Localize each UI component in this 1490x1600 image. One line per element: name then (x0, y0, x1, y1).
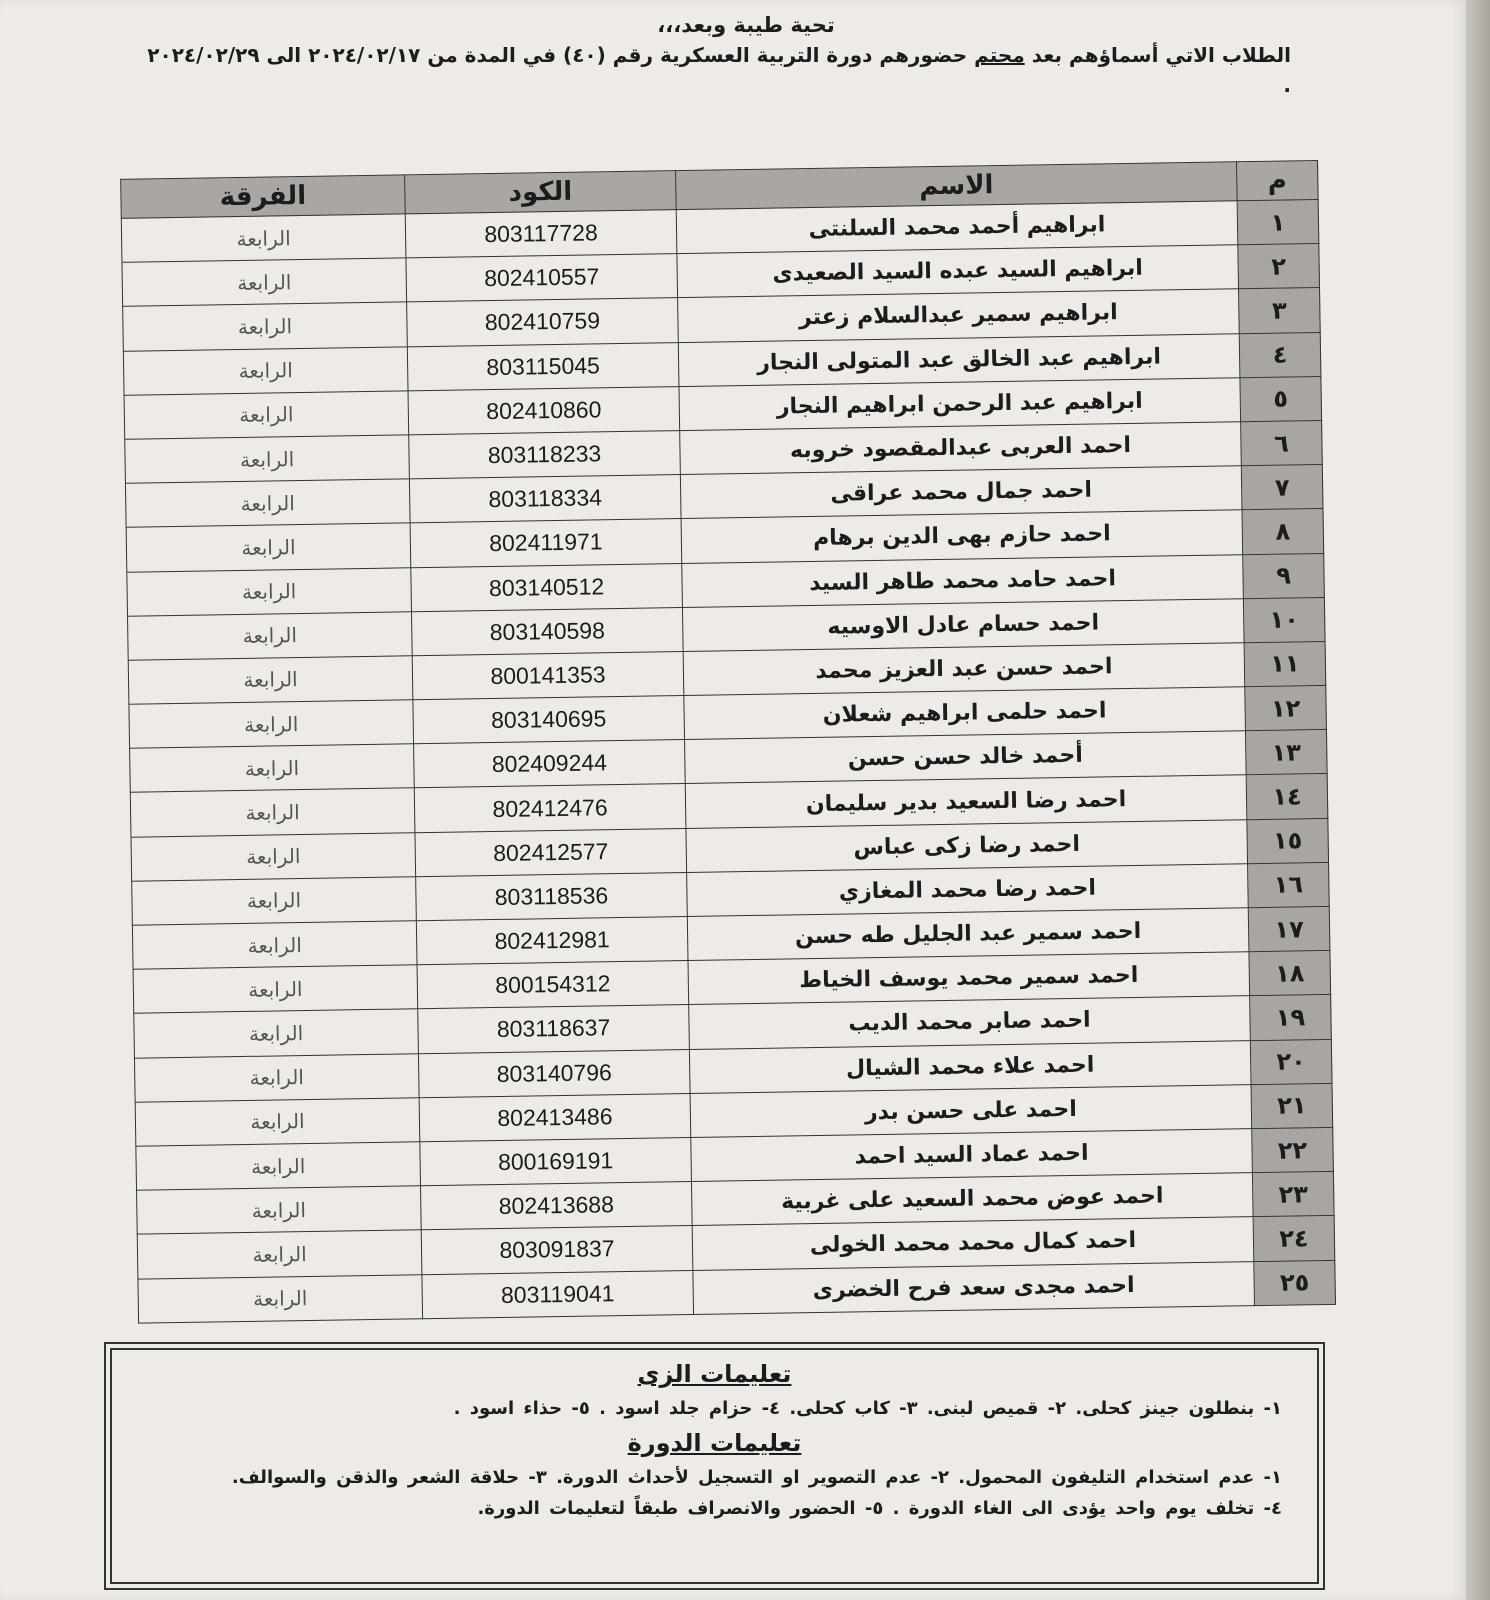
row-name: احمد رضا زكى عباس (686, 819, 1248, 872)
row-name: ابراهيم السيد عبده السيد الصعيدى (677, 245, 1239, 298)
course-line-1: ١- عدم استخدام التليفون المحمول. ٢- عدم التصوير او التسجيل لأحداث الدورة. ٣- حلاقة الشعر والذقن والسوالف. (231, 1467, 1282, 1488)
row-code: 803091837 (421, 1226, 693, 1274)
row-year: الرابعة (137, 1230, 422, 1279)
row-num: ٢٥ (1254, 1260, 1336, 1305)
row-num: ١٦ (1248, 862, 1330, 907)
row-year: الرابعة (128, 656, 413, 705)
greeting: تحية طيبة وبعد،،، (657, 13, 835, 37)
row-code: 802410759 (407, 298, 679, 346)
row-code: 803140598 (411, 607, 683, 655)
row-num: ٨ (1242, 509, 1324, 554)
row-name: احمد علاء محمد الشيال (689, 1040, 1251, 1093)
row-num: ٤ (1239, 332, 1321, 377)
row-code: 803115045 (407, 342, 679, 390)
notice-suffix: حضورهم دورة التربية العسكرية رقم (٤٠) في المدة من ٢٠٢٤/٠٢/١٧ الى ٢٠٢٤/٠٢/٢٩ . (147, 43, 1291, 97)
row-year: الرابعة (125, 479, 410, 528)
row-year: الرابعة (123, 302, 408, 351)
header-year: الفرقة (121, 175, 406, 218)
row-code: 803140796 (418, 1049, 690, 1097)
row-num: ٢ (1238, 244, 1320, 289)
row-code: 803118536 (416, 872, 688, 920)
row-code: 802412577 (415, 828, 687, 876)
header-num: م (1237, 161, 1319, 201)
row-year: الرابعة (122, 258, 407, 307)
row-year: الرابعة (133, 965, 418, 1014)
row-name: ابراهيم أحمد محمد السلنتى (676, 201, 1238, 254)
row-name: احمد على حسن بدر (690, 1084, 1252, 1137)
row-code: 802410860 (408, 386, 680, 434)
uniform-line: ١- بنطلون جينز كحلى. ٢- قميص لبنى. ٣- كاب كحلى. ٤- حزام جلد اسود . ٥- حذاء اسود . (453, 1398, 1282, 1419)
row-code: 802413486 (419, 1093, 691, 1141)
row-year: الرابعة (135, 1097, 420, 1146)
row-name: أحمد خالد حسن حسن (685, 731, 1247, 784)
row-name: احمد عماد السيد احمد (691, 1129, 1253, 1182)
row-num: ١٨ (1249, 951, 1331, 996)
row-code: 803118233 (409, 430, 681, 478)
row-year: الرابعة (134, 1053, 419, 1102)
row-num: ١٣ (1245, 730, 1327, 775)
row-year: الرابعة (127, 567, 412, 616)
row-year: الرابعة (136, 1142, 421, 1191)
row-num: ١٤ (1246, 774, 1328, 819)
row-name: احمد رضا محمد المغازي (687, 864, 1249, 917)
row-code: 802410557 (406, 254, 678, 302)
row-year: الرابعة (124, 391, 409, 440)
row-code: 800169191 (420, 1137, 692, 1185)
row-num: ٩ (1243, 553, 1325, 598)
row-name: ابراهيم عبد الخالق عبد المتولى النجار (678, 333, 1240, 386)
header-name: الاسم (676, 162, 1238, 210)
row-num: ٧ (1241, 465, 1323, 510)
instructions-box (110, 1348, 1319, 1584)
header-code: الكود (405, 171, 677, 214)
row-code: 803140695 (413, 696, 685, 744)
row-name: احمد العربى عبدالمقصود خروبه (680, 422, 1242, 475)
row-num: ٢٣ (1252, 1172, 1334, 1217)
row-num: ١٧ (1248, 906, 1330, 951)
row-name: ابراهيم سمير عبدالسلام زعتر (678, 289, 1240, 342)
row-year: الرابعة (130, 744, 415, 793)
row-code: 803117728 (405, 210, 677, 258)
row-num: ٦ (1241, 420, 1323, 465)
row-year: الرابعة (125, 435, 410, 484)
row-num: ١١ (1244, 641, 1326, 686)
row-code: 802411971 (410, 519, 682, 567)
student-table (120, 160, 1336, 1323)
row-year: الرابعة (130, 788, 415, 837)
row-year: الرابعة (126, 523, 411, 572)
row-num: ١٥ (1247, 818, 1329, 863)
row-num: ٢٤ (1253, 1216, 1335, 1261)
row-num: ١٩ (1250, 995, 1332, 1040)
row-num: ٢١ (1251, 1083, 1333, 1128)
row-year: الرابعة (134, 1009, 419, 1058)
row-code: 802412981 (416, 916, 688, 964)
row-name: احمد حلمى ابراهيم شعلان (684, 687, 1246, 740)
row-name: احمد مجدى سعد فرح الخضرى (693, 1261, 1255, 1314)
row-name: احمد حازم بهى الدين برهام (681, 510, 1243, 563)
row-year: الرابعة (132, 877, 417, 926)
row-num: ٥ (1240, 376, 1322, 421)
notice-underlined: محتم (974, 43, 1025, 67)
row-code: 802413688 (421, 1182, 693, 1230)
row-code: 802412476 (414, 784, 686, 832)
notice-line (141, 40, 1291, 100)
row-year: الرابعة (121, 214, 406, 263)
course-line-2: ٤- تخلف يوم واحد يؤدى الى الغاء الدورة . ٥- الحضور والانصراف طبقاً لتعليمات الدورة. (477, 1498, 1282, 1519)
notice-prefix: الطلاب الاتي أسماؤهم بعد (1031, 43, 1291, 67)
row-code: 802409244 (414, 740, 686, 788)
row-num: ٣ (1239, 288, 1321, 333)
row-name: احمد كمال محمد محمد الخولى (692, 1217, 1254, 1270)
row-num: ١ (1237, 200, 1319, 245)
row-num: ١٢ (1245, 686, 1327, 731)
row-name: احمد سمير محمد يوسف الخياط (688, 952, 1250, 1005)
row-name: احمد صابر محمد الديب (689, 996, 1251, 1049)
row-year: الرابعة (131, 832, 416, 881)
row-num: ١٠ (1243, 597, 1325, 642)
row-code: 803119041 (422, 1270, 694, 1318)
row-code: 800141353 (412, 651, 684, 699)
row-name: احمد سمير عبد الجليل طه حسن (687, 908, 1249, 961)
row-name: احمد حسن عبد العزيز محمد (683, 643, 1245, 696)
row-code: 803118637 (418, 1005, 690, 1053)
row-name: ابراهيم عبد الرحمن ابراهيم النجار (679, 378, 1241, 431)
row-year: الرابعة (123, 346, 408, 395)
row-code: 803118334 (409, 475, 681, 523)
row-num: ٢٠ (1250, 1039, 1332, 1084)
row-year: الرابعة (138, 1274, 423, 1323)
row-name: احمد رضا السعيد بدير سليمان (685, 775, 1247, 828)
letter-heading (141, 10, 1291, 100)
course-title: تعليمات الدورة (627, 1429, 802, 1457)
uniform-title: تعليمات الزى (637, 1360, 792, 1388)
row-year: الرابعة (137, 1186, 422, 1235)
row-name: احمد حسام عادل الاوسيه (682, 598, 1244, 651)
row-num: ٢٢ (1252, 1127, 1334, 1172)
row-name: احمد عوض محمد السعيد على غربية (691, 1173, 1253, 1226)
row-year: الرابعة (132, 921, 417, 970)
row-code: 803140512 (411, 563, 683, 611)
row-name: احمد حامد محمد طاهر السيد (682, 554, 1244, 607)
row-year: الرابعة (129, 700, 414, 749)
row-code: 800154312 (417, 961, 689, 1009)
paper-edge (1466, 0, 1490, 1600)
row-name: احمد جمال محمد عراقى (680, 466, 1242, 519)
row-year: الرابعة (128, 611, 413, 660)
